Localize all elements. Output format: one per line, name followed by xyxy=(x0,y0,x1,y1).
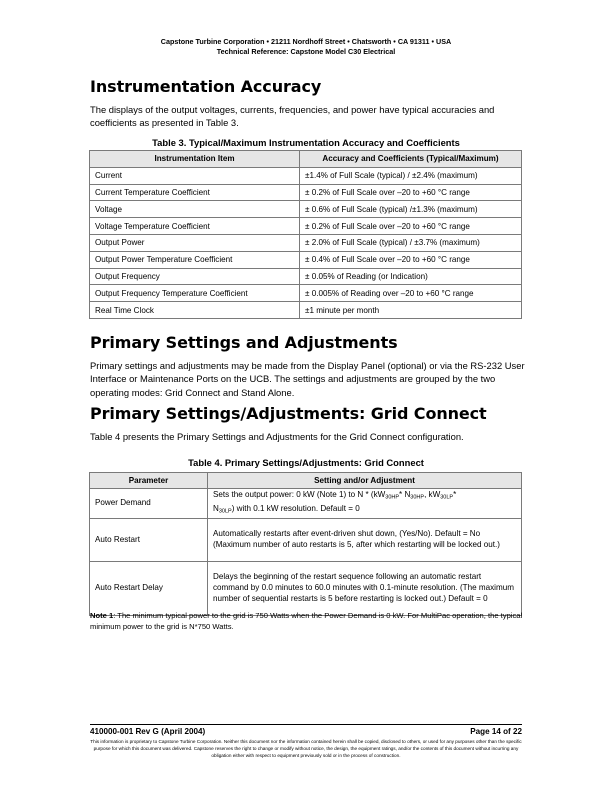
footer-document-id: 410000-001 Rev G (April 2004) xyxy=(90,727,206,736)
table4-grid-connect xyxy=(89,472,522,616)
table-row xyxy=(90,167,522,184)
table-row xyxy=(90,251,522,268)
section-title-primary-settings: Primary Settings and Adjustments xyxy=(90,333,398,352)
table-cell-parameter: Power Demand xyxy=(90,489,208,519)
table-cell-item: Output Frequency Temperature Coefficient xyxy=(90,285,300,302)
table-cell-item: Current xyxy=(90,167,300,184)
note-label: Note 1 xyxy=(90,611,114,620)
table-cell-item: Voltage Temperature Coefficient xyxy=(90,218,300,235)
table-cell-accuracy: ± 0.6% of Full Scale (typical) /±1.3% (maximum) xyxy=(300,201,522,218)
column-header-setting: Setting and/or Adjustment xyxy=(208,473,522,489)
column-header-parameter: Parameter xyxy=(90,473,208,489)
table-row xyxy=(90,302,522,319)
table-cell-item: Output Power Temperature Coefficient xyxy=(90,251,300,268)
table-cell-setting: Automatically restarts after event-driven shut down, (Yes/No). Default = No (Maximum number of auto restarts is 5, after which restarting will be locked out.) xyxy=(208,519,522,562)
table-cell-accuracy: ± 0.005% of Reading over –20 to +60 °C range xyxy=(300,285,522,302)
table-cell-item: Real Time Clock xyxy=(90,302,300,319)
table-cell-accuracy: ±1 minute per month xyxy=(300,302,522,319)
column-header-instrumentation-item: Instrumentation Item xyxy=(90,151,300,168)
table-row xyxy=(90,562,522,616)
table-row xyxy=(90,201,522,218)
column-header-accuracy: Accuracy and Coefficients (Typical/Maximum) xyxy=(300,151,522,168)
table-header-row xyxy=(90,151,522,168)
table-cell-accuracy: ± 0.4% of Full Scale over –20 to +60 °C range xyxy=(300,251,522,268)
table-cell-setting: Delays the beginning of the restart sequence following an automatic restart command by 0.0 minutes to 60.0 minutes with 0.1-minute resolution. (The maximum number of sequential restarts is 5 before restarting is locked out.) Default = 0 xyxy=(208,562,522,616)
section-title-grid-connect: Primary Settings/Adjustments: Grid Connect xyxy=(90,404,487,423)
table-note xyxy=(90,611,530,632)
footer-page-number: Page 14 of 22 xyxy=(470,727,522,736)
table-row xyxy=(90,218,522,235)
table-cell-item: Output Frequency xyxy=(90,268,300,285)
table-cell-accuracy: ±1.4% of Full Scale (typical) / ±2.4% (maximum) xyxy=(300,167,522,184)
note-text: : The minimum typical power to the grid is 750 Watts when the Power Demand is 0 kW. For MultiPac operation, the typical minimum power to the grid is N*750 Watts. xyxy=(90,611,523,631)
table-cell-item: Current Temperature Coefficient xyxy=(90,184,300,201)
table-cell-item: Voltage xyxy=(90,201,300,218)
footer-divider xyxy=(90,724,522,725)
section-body-grid-connect: Table 4 presents the Primary Settings and Adjustments for the Grid Connect configuration. xyxy=(90,431,464,442)
table-row xyxy=(90,285,522,302)
table-cell-accuracy: ± 2.0% of Full Scale (typical) / ±3.7% (maximum) xyxy=(300,234,522,251)
table-row xyxy=(90,519,522,562)
table-cell-accuracy: ± 0.05% of Reading (or Indication) xyxy=(300,268,522,285)
table3-caption: Table 3. Typical/Maximum Instrumentation Accuracy and Coefficients xyxy=(152,137,460,148)
page-header-reference: Technical Reference: Capstone Model C30 Electrical xyxy=(216,47,396,56)
table-row xyxy=(90,234,522,251)
table-header-row xyxy=(90,473,522,489)
table4-caption: Table 4. Primary Settings/Adjustments: Grid Connect xyxy=(188,457,424,468)
table-cell-parameter: Auto Restart xyxy=(90,519,208,562)
table-cell-accuracy: ± 0.2% of Full Scale over –20 to +60 °C range xyxy=(300,184,522,201)
section-body-primary-settings: Primary settings and adjustments may be made from the Display Panel (optional) or via the RS-232 User Interface or Maintenance Ports on the UCB. The settings and adjustments are grouped by the two operating modes: Grid Connect and Stand Alone. xyxy=(90,360,525,398)
table-row xyxy=(90,184,522,201)
footer-legal-notice: This information is proprietary to Capstone Turbine Corporation. Neither this document nor the information contained herein shall be copied, disclosed to others, or used for any purposes other than the specific purpose for which this document was delivered. Capstone reserves the right to change or modify without notice, the design, the equipment ratings, and/or the contents of this document without incurring any obligation either with respect to equipment previously sold or in the process of construction. xyxy=(90,739,522,758)
table-cell-item: Output Power xyxy=(90,234,300,251)
table-row xyxy=(90,489,522,519)
section-title-instrumentation-accuracy: Instrumentation Accuracy xyxy=(90,77,322,96)
table-row xyxy=(90,268,522,285)
table-cell-parameter: Auto Restart Delay xyxy=(90,562,208,616)
table3-accuracy xyxy=(89,150,522,319)
table-cell-accuracy: ± 0.2% of Full Scale over –20 to +60 °C range xyxy=(300,218,522,235)
page-header-address: Capstone Turbine Corporation • 21211 Nordhoff Street • Chatsworth • CA 91311 • USA xyxy=(160,37,452,46)
table-cell-setting: Sets the output power: 0 kW (Note 1) to N * ($kW_{30HP}*$ $N_{30HP}$, $kW_{30LP}*$ $N_{30LP}$) with 0.1 kW resolution. Default = 0 xyxy=(208,489,522,519)
section-body-instrumentation-accuracy: The displays of the output voltages, currents, frequencies, and power have typical accuracies and coefficients as presented in Table 3. xyxy=(90,104,495,129)
